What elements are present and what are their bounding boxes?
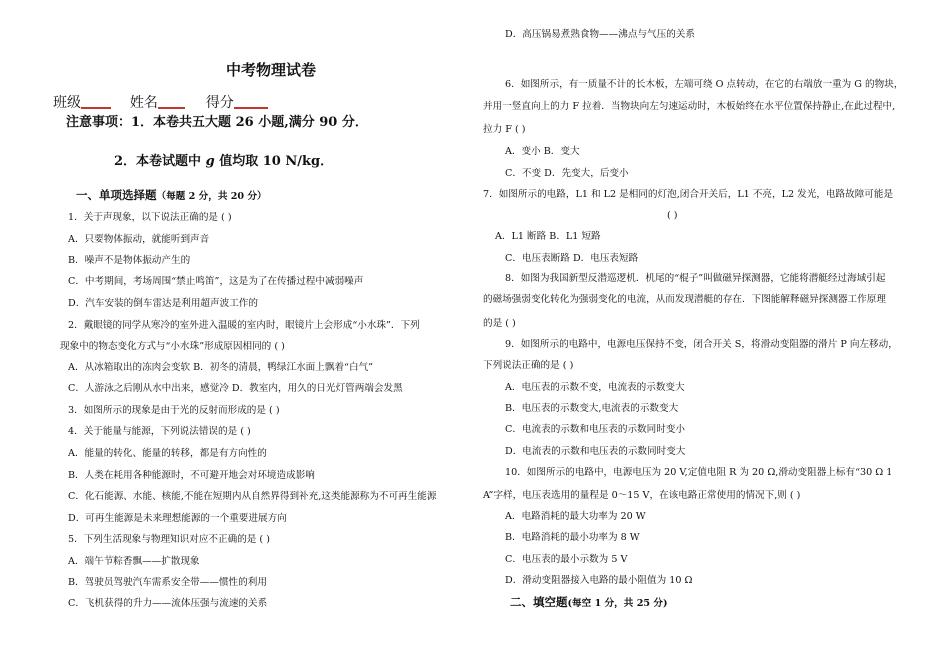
right-line-2: 6．如图所示，有一质量不计的长木板，左端可绕 O 点转动，在它的右端放一重为 G 的物块， (505, 79, 904, 90)
right-line-1: D．高压锅易煮熟食物——沸点与气压的关系 (505, 29, 695, 40)
right-line-6: C．不变 D．先变大，后变小 (505, 168, 629, 179)
right-line-23: B．电路消耗的最小功率为 8 W (505, 532, 640, 543)
right-line-7: 7．如图所示的电路，L1 和 L2 是相同的灯泡,闭合开关后，L1 不亮，L2 发光，电路故障可能是 (483, 189, 894, 200)
left-line-18: B．驾驶员驾驶汽车需系安全带——惯性的利用 (68, 577, 267, 588)
right-line-11: 8．如图为我国新型反潜巡逻机．机尾的“棍子”叫做磁异探测器，它能将潜艇经过海域引起 (505, 273, 886, 284)
right-line-22: A．电路消耗的最大功率为 20 W (505, 511, 646, 522)
left-line-12: A．能量的转化、能量的转移，都是有方向性的 (68, 448, 267, 459)
right-line-19: D．电流表的示数和电压表的示数同时变大 (505, 446, 686, 457)
left-line-1: 1．关于声现象，以下说法正确的是 ( ) (68, 212, 232, 223)
right-line-16: A．电压表的示数不变，电流表的示数变大 (505, 382, 685, 393)
notice-line-2: 2．本卷试题中 g 值均取 10 N/kg． (114, 154, 334, 169)
right-line-15: 下列说法正确的是 ( ) (483, 360, 574, 371)
left-line-5: D．汽车安装的倒车雷达是利用超声波工作的 (68, 298, 258, 309)
left-line-4: C．中考期间，考场周围“禁止鸣笛”，这是为了在传播过程中减弱噪声 (68, 276, 364, 287)
left-line-14: C．化石能源、水能、核能,不能在短期内从自然界得到补充,这类能源称为不可再生能源 (68, 491, 437, 502)
right-line-12: 的磁场强弱变化转化为强弱变化的电流，从而发现潜艇的存在．下图能解释磁异探测器工作原理 (483, 294, 886, 305)
right-line-8: ( ) (667, 210, 678, 221)
right-line-17: B．电压表的示数变大,电流表的示数变大 (505, 403, 679, 414)
left-line-9: C．人游泳之后刚从水中出来，感觉冷 D．教室内，用久的日光灯管两端会发黑 (68, 383, 403, 394)
right-line-24: C．电压表的最小示数为 5 V (505, 554, 628, 565)
left-line-13: B．人类在耗用各种能源时，不可避开地会对环境造成影响 (68, 470, 315, 481)
class-label: 班级 (53, 95, 81, 111)
left-line-10: 3．如图所示的现象是由于光的反射而形成的是 ( ) (68, 405, 280, 416)
left-line-7: 现象中的物态变化方式与“小水珠”形成原因相同的 ( ) (60, 341, 285, 352)
left-line-2: A．只要物体振动，就能听到声音 (68, 234, 210, 245)
left-line-11: 4．关于能量与能源，下列说法错误的是 ( ) (68, 426, 251, 437)
left-line-15: D．可再生能源是未来理想能源的一个重要进展方向 (68, 513, 287, 524)
score-blank[interactable] (234, 93, 268, 109)
right-line-14: 9．如图所示的电路中，电源电压保持不变，闭合开关 S，将滑动变阻器的滑片 P 向左移动， (505, 339, 898, 350)
left-line-16: 5．下列生活现象与物理知识对应不正确的是 ( ) (68, 534, 270, 545)
right-line-5: A．变小 B．变大 (505, 146, 580, 157)
section-1-heading: 一、单项选择题（每题 2 分，共 20 分） (76, 188, 267, 202)
name-label: 姓名 (129, 95, 158, 111)
right-line-3: 并用一竖直向上的力 F 拉着．当物块向左匀速运动时，木板始终在水平位置保持静止,在此过程中, (483, 101, 896, 112)
right-line-13: 的是 ( ) (483, 318, 516, 329)
left-line-17: A．端午节粽香飘——扩散现象 (68, 556, 200, 567)
right-line-10: C．电压表断路 D．电压表短路 (505, 253, 639, 264)
student-info-row (53, 93, 268, 109)
right-line-20: 10．如图所示的电路中，电源电压为 20 V,定值电阻 R 为 20 Ω,滑动变阻器上标有“30 Ω 1 (505, 467, 893, 478)
left-line-6: 2．戴眼镜的同学从寒冷的室外进入温暖的室内时，眼镜片上会形成“小水珠”．下列 (68, 320, 420, 331)
right-line-25: D．滑动变阻器接入电路的最小阻值为 10 Ω (505, 575, 693, 586)
right-line-21: A”字样，电压表选用的量程是 0～15 V，在该电路正常使用的情况下,则 ( ) (483, 490, 801, 501)
right-line-18: C．电流表的示数和电压表的示数同时变小 (505, 424, 686, 435)
left-line-3: B．噪声不是物体振动产生的 (68, 255, 191, 266)
left-line-8: A．从冰箱取出的冻肉会变软 B．初冬的清晨，鸭绿江水面上飘着“白气” (68, 362, 374, 373)
name-blank[interactable] (158, 93, 185, 109)
notice-line-1: 注意事项：1．本卷共五大题 26 小题,满分 90 分． (66, 115, 368, 130)
score-label: 得分 (205, 95, 234, 111)
section-2-heading: 二、填空题(每空 1 分，共 25 分) (510, 595, 668, 609)
left-line-19: C．飞机获得的升力——流体压强与流速的关系 (68, 598, 268, 609)
right-line-4: 拉力 F ( ) (483, 124, 526, 135)
right-line-9: A．L1 断路 B．L1 短路 (495, 231, 601, 242)
page-title: 中考物理试卷 (226, 61, 317, 79)
class-blank[interactable] (81, 93, 111, 109)
